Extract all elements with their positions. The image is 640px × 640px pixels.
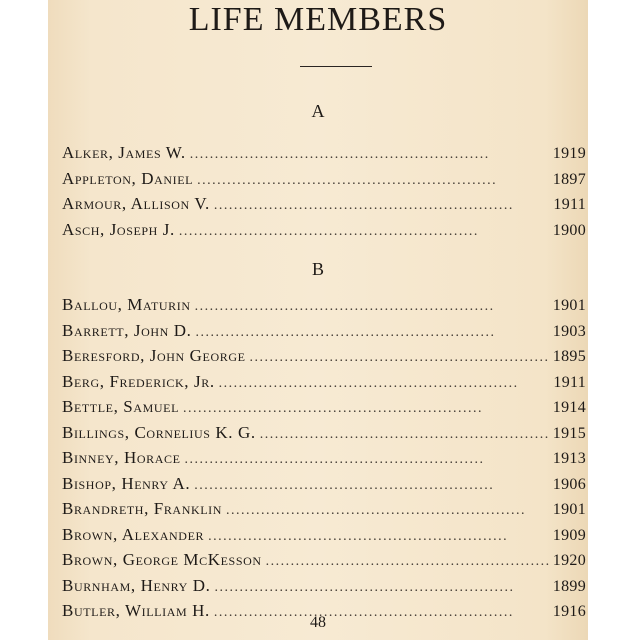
member-entry	[62, 445, 586, 471]
member-year: 1903	[552, 322, 586, 340]
member-entry	[62, 547, 586, 573]
member-name: Butler, William H.	[62, 601, 210, 620]
dot-leader	[196, 320, 549, 346]
member-name: Brown, Alexander	[62, 524, 205, 544]
dot-leader	[208, 524, 549, 550]
member-entry	[62, 471, 586, 497]
member-year: 1911	[553, 196, 586, 213]
dot-leader	[195, 294, 549, 320]
dot-leader	[214, 193, 550, 219]
member-year: 1915	[552, 424, 586, 442]
member-entry	[62, 217, 586, 243]
member-name: Appleton, Daniel	[62, 168, 194, 188]
member-entry	[62, 140, 586, 166]
member-year: 1899	[552, 577, 586, 595]
page-title: LIFE MEMBERS	[188, 1, 448, 38]
dot-leader	[183, 396, 549, 422]
page-number: 48	[310, 614, 326, 631]
member-name: Brown, George McKesson	[62, 550, 262, 569]
member-entry	[62, 522, 586, 548]
dot-leader	[197, 168, 549, 194]
member-name: Armour, Allison V.	[62, 194, 210, 213]
member-list-a	[62, 140, 586, 242]
member-entry	[62, 343, 586, 369]
member-name: Burnham, Henry D.	[62, 575, 211, 595]
member-list-b	[62, 292, 586, 624]
dot-leader	[194, 473, 549, 499]
dot-leader	[219, 371, 550, 397]
member-entry	[62, 166, 586, 192]
member-year: 1913	[552, 450, 586, 467]
member-year: 1900	[552, 221, 586, 239]
dot-leader	[179, 219, 549, 245]
member-year: 1897	[552, 170, 586, 188]
member-year: 1895	[552, 348, 586, 365]
member-name: Brandreth, Franklin	[62, 499, 223, 518]
member-name: Ballou, Maturin	[62, 295, 191, 314]
member-name: Binney, Horace	[62, 448, 181, 467]
member-name: Bettle, Samuel	[62, 397, 180, 416]
member-name: Billings, Cornelius K. G.	[62, 422, 256, 442]
member-name: Asch, Joseph J.	[62, 219, 175, 239]
book-page	[48, 0, 588, 640]
member-year: 1911	[553, 373, 586, 391]
member-name: Bishop, Henry A.	[62, 473, 191, 493]
title-divider	[300, 66, 372, 67]
dot-leader	[190, 142, 549, 168]
dot-leader	[266, 549, 549, 575]
member-year: 1909	[552, 526, 586, 544]
member-year: 1906	[552, 475, 586, 493]
member-year: 1914	[552, 399, 586, 416]
dot-leader	[260, 422, 549, 448]
member-entry	[62, 318, 586, 344]
dot-leader	[185, 447, 549, 473]
dot-leader	[250, 345, 549, 371]
member-name: Berg, Frederick, Jr.	[62, 371, 215, 391]
dot-leader	[226, 498, 549, 524]
member-entry	[62, 292, 586, 318]
member-entry	[62, 496, 586, 522]
member-entry	[62, 394, 586, 420]
member-year: 1919	[552, 145, 586, 162]
member-name: Alker, James W.	[62, 143, 186, 162]
member-year: 1901	[552, 297, 586, 314]
member-year: 1920	[552, 552, 586, 569]
member-name: Barrett, John D.	[62, 320, 192, 340]
section-letter-a: A	[311, 101, 325, 121]
section-letter-b: B	[311, 259, 324, 279]
member-year: 1901	[552, 501, 586, 518]
member-entry	[62, 369, 586, 395]
member-entry	[62, 420, 586, 446]
dot-leader	[214, 575, 548, 601]
member-entry	[62, 191, 586, 217]
member-year: 1916	[552, 603, 586, 620]
member-entry	[62, 573, 586, 599]
member-name: Beresford, John George	[62, 346, 246, 365]
